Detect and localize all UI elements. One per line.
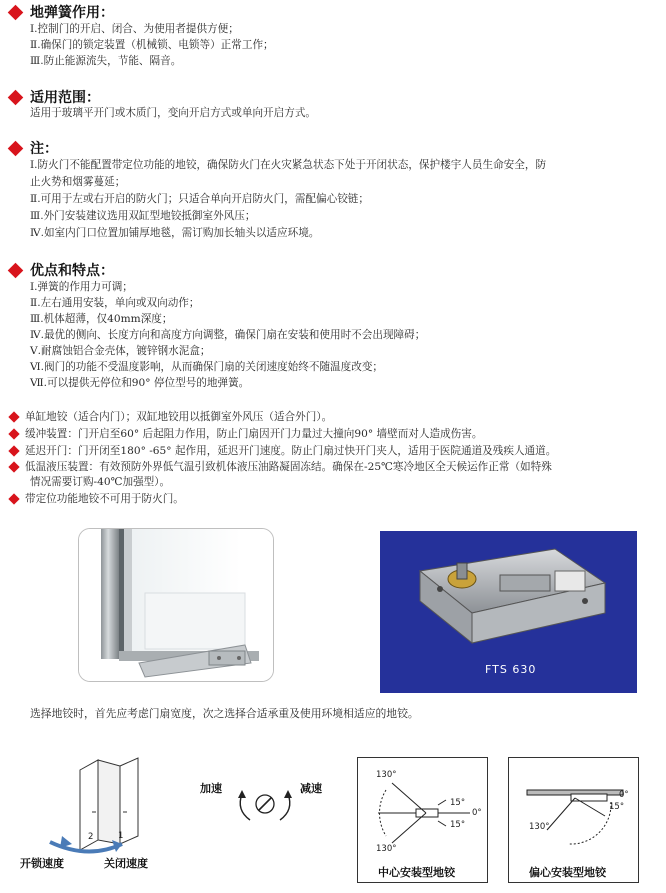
step-number: 1 — [118, 831, 124, 841]
section-title: 适用范围： — [30, 90, 100, 106]
step-number: 2 — [88, 832, 94, 842]
angle-label: 0° — [619, 790, 629, 800]
section-heading-features — [8, 261, 114, 279]
door-photo — [78, 528, 274, 682]
red-diamond-icon — [8, 140, 24, 156]
red-diamond-icon — [8, 461, 19, 472]
text-line: Ⅲ.外门安装建议选用双缸型地铰抵御室外风压； — [30, 210, 256, 222]
text-line: 止火势和烟雾蔓延； — [30, 176, 126, 188]
red-diamond-icon — [8, 493, 19, 504]
bullet-item: 延迟开门：门开闭至180° -65° 起作用，延迟开门速度。防止门扇过快开门夹人，适用于医院通道及残疾人通道。 — [7, 444, 556, 459]
section-title: 地弹簧作用： — [30, 5, 114, 21]
text-line: Ⅶ.可以提供无停位和90° 停位型号的地弹簧。 — [30, 377, 250, 389]
angle-label: 15° — [609, 802, 625, 812]
text-line: Ⅲ.防止能源流失，节能、隔音。 — [30, 55, 182, 67]
text-line: Ⅰ.控制门的开启、闭合、为使用者提供方便； — [30, 23, 239, 35]
door-photo-illustration — [79, 529, 274, 682]
angle-label: 130° — [376, 770, 397, 780]
selection-note: 选择地铰时，首先应考虑门扇宽度，次之选择合适承重及使用环境相适应的地铰。 — [30, 707, 419, 720]
decelerate-label: 减速 — [300, 782, 322, 795]
red-diamond-icon — [8, 445, 19, 456]
text-line: Ⅱ.可用于左或右开启的防火门；只适合单向开启防火门，需配偏心铰链； — [30, 193, 369, 205]
accelerate-label: 加速 — [200, 782, 222, 795]
door-opening-diagram — [40, 752, 160, 862]
bullet-item: 单缸地铰（适合内门）；双缸地铰用以抵御室外风压（适合外门）。 — [7, 410, 332, 425]
section-title: 优点和特点： — [30, 263, 114, 279]
text-line: Ⅰ.弹簧的作用力可调； — [30, 281, 133, 293]
bullet-item: 缓冲装置：门开启至60° 后起阻力作用，防止门扇因开门力量过大撞向90° 墙壁而对人造成伤害。 — [7, 427, 482, 442]
red-diamond-icon — [8, 411, 19, 422]
center-mount-caption: 中心安装型地铰 — [378, 866, 455, 879]
bullet-item: 带定位功能地铰不可用于防火门。 — [7, 492, 184, 507]
section-heading-scope — [8, 88, 100, 106]
red-diamond-icon — [8, 428, 19, 439]
section-title: 注： — [30, 141, 58, 157]
red-diamond-icon — [8, 4, 24, 20]
text-line: 适用于玻璃平开门或木质门，变向开启方式或单向开启方式。 — [30, 107, 317, 119]
model-label: FTS 630 — [485, 663, 537, 676]
angle-label: 15° — [450, 798, 466, 808]
text-line: Ⅲ.机体超薄，仅40mm深度； — [30, 313, 173, 325]
open-speed-label: 开锁速度 — [20, 857, 64, 870]
bullet-item: 低温液压装置：有效预防外界低气温引致机体液压油路凝固冻结。确保在-25℃寒冷地区全天候运作正常（如特殊 — [7, 460, 552, 475]
angle-label: 130° — [529, 822, 550, 832]
red-diamond-icon — [8, 89, 24, 105]
text-line: Ⅳ.最优的侧向、长度方向和高度方向调整，确保门扇在安装和使用时不会出现障碍； — [30, 329, 426, 341]
close-speed-label: 关闭速度 — [104, 857, 148, 870]
red-diamond-icon — [8, 262, 24, 278]
offset-mount-diagram — [508, 757, 639, 883]
offset-mount-caption: 偏心安装型地铰 — [529, 866, 606, 879]
section-heading-function — [8, 3, 114, 21]
text-line: Ⅵ.阀门的功能不受温度影响，从而确保门扇的关闭速度始终不随温度改变； — [30, 361, 384, 373]
angle-label: 0° — [472, 808, 482, 818]
section-heading-note — [8, 139, 58, 157]
text-line: Ⅳ.如室内门口位置加铺厚地毯，需订购加长轴头以适应环境。 — [30, 227, 320, 239]
angle-label: 15° — [450, 820, 466, 830]
adjust-screw-icon — [228, 780, 302, 830]
floor-hinge-photo — [380, 531, 637, 693]
text-line: Ⅱ.确保门的锁定装置（机械锁、电锁等）正常工作； — [30, 39, 274, 51]
bullet-continuation: 情况需要订购-40℃加强型）。 — [30, 476, 171, 488]
text-line: Ⅴ.耐腐蚀铝合金壳体，镀锌钢水泥盒； — [30, 345, 211, 357]
center-mount-diagram — [357, 757, 488, 883]
text-line: Ⅱ.左右通用安装，单向或双向动作； — [30, 297, 200, 309]
text-line: Ⅰ.防火门不能配置带定位功能的地铰，确保防火门在火灾紧急状态下处于开闭状态，保护楼宇人员生命安全，防 — [30, 159, 547, 171]
angle-label: 130° — [376, 844, 397, 854]
